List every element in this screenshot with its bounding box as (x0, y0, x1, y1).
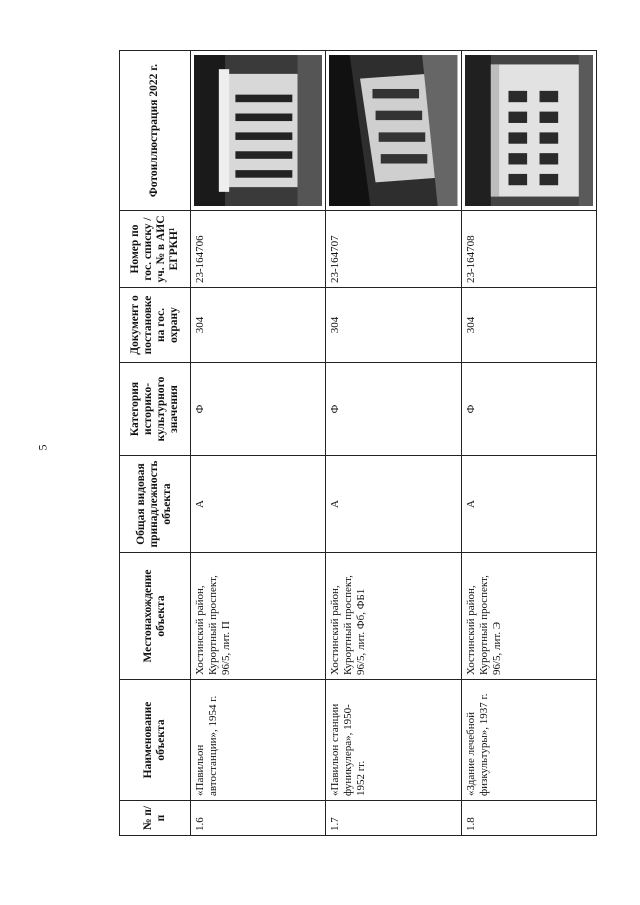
physiotherapy-building-photo (465, 55, 593, 206)
row-name: «Павильон станции фуникулера», 1950-1952 гг. (326, 680, 461, 801)
row-name: «Здание лечебной физкультуры», 1937 г. (461, 680, 596, 801)
table-row (190, 51, 325, 836)
row-photo (190, 51, 325, 211)
row-photo (461, 51, 596, 211)
funicular-station-pavilion-photo (329, 55, 457, 206)
row-location: Хостинский район, Курортный проспект, 96/5, лит. Э (461, 553, 596, 680)
heritage-objects-table (119, 50, 597, 836)
row-num: 1.8 (461, 801, 596, 836)
row-document: 304 (461, 288, 596, 363)
row-document: 304 (326, 288, 461, 363)
row-num: 1.7 (326, 801, 461, 836)
row-reg-number: 23-164708 (461, 211, 596, 288)
row-reg-number: 23-164707 (326, 211, 461, 288)
row-category: Ф (461, 363, 596, 456)
row-type: А (326, 456, 461, 553)
row-location: Хостинский район, Курортный проспект, 96/5, лит. Фб, ФБ1 (326, 553, 461, 680)
row-name: «Павильон автостанции», 1954 г. (190, 680, 325, 801)
header-category: Категория историко-культурного значения (120, 363, 191, 456)
row-location: Хостинский район, Курортный проспект, 96/5, лит. П (190, 553, 325, 680)
row-category: Ф (190, 363, 325, 456)
page-number: 5 (35, 444, 50, 451)
row-num: 1.6 (190, 801, 325, 836)
table-row (326, 51, 461, 836)
header-reg-number: Номер по гос. списку /уч. № в АИС ЕГРКН¹ (120, 211, 191, 288)
header-photo: Фотоиллюстрация 2022 г. (120, 51, 191, 211)
header-num: № п/п (120, 801, 191, 836)
row-type: А (461, 456, 596, 553)
header-document: Документ о постановке на гос. охрану (120, 288, 191, 363)
rotated-table-container (119, 51, 597, 836)
row-document: 304 (190, 288, 325, 363)
row-category: Ф (326, 363, 461, 456)
table-row (461, 51, 596, 836)
row-photo (326, 51, 461, 211)
table-header-row (120, 51, 191, 836)
row-reg-number: 23-164706 (190, 211, 325, 288)
pavilion-bus-station-photo (194, 55, 322, 206)
header-type: Общая видовая принадлежность объекта (120, 456, 191, 553)
header-name: Наименование объекта (120, 680, 191, 801)
header-location: Местонахождение объекта (120, 553, 191, 680)
row-type: А (190, 456, 325, 553)
